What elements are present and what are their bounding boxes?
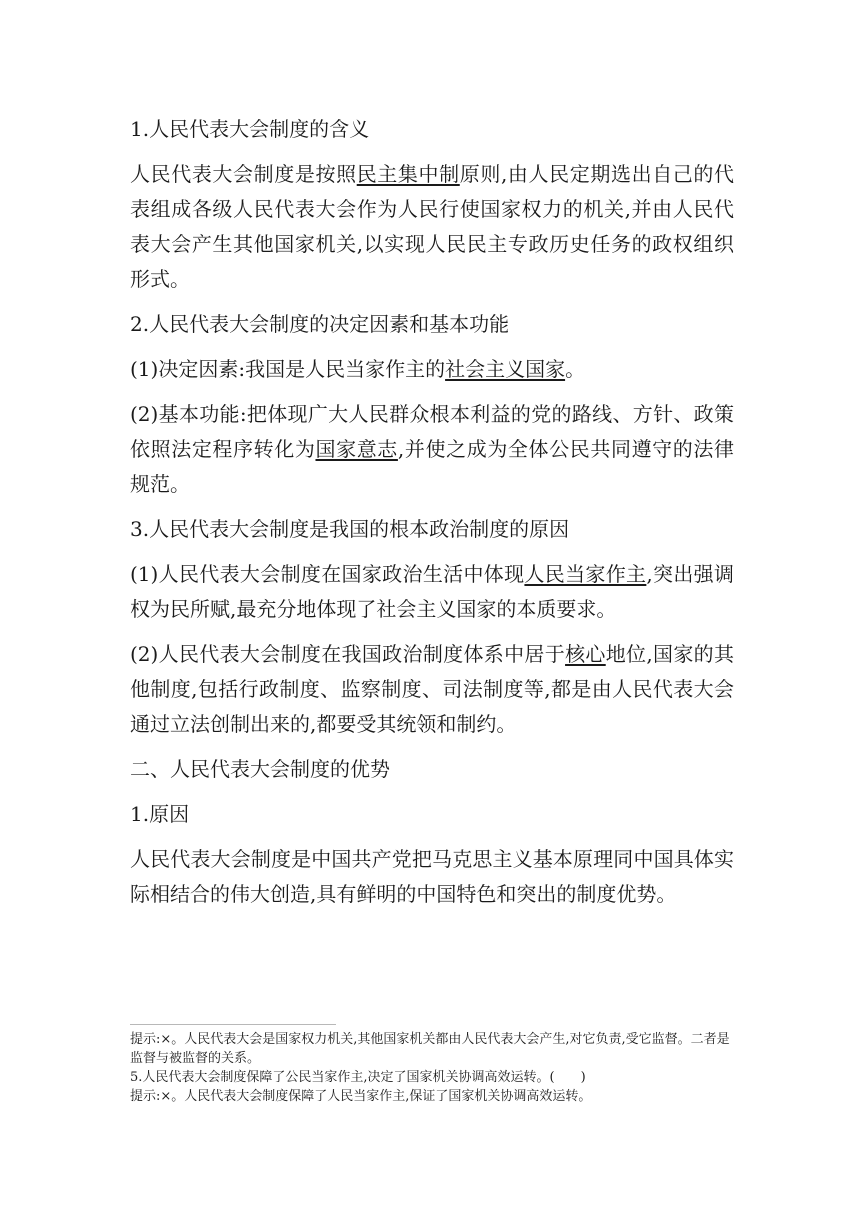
- text-segment: ,并使之成为全体公民共同遵守的法律规范。: [130, 437, 735, 496]
- hint-note: 提示:×。人民代表大会是国家权力机关,其他国家机关都由人民代表大会产生,对它负责,受它监督。二者是监督与被监督的关系。: [130, 1032, 730, 1066]
- underlined-term: 人民当家作主: [524, 562, 647, 586]
- underlined-term: 核心: [565, 642, 606, 666]
- underlined-term: 民主集中制: [356, 162, 460, 186]
- text-segment: (1)决定因素:我国是人民当家作主的: [130, 357, 446, 381]
- part2-paragraph: 人民代表大会制度是中国共产党把马克思主义基本原理同中国具体实际相结合的伟大创造,具有鲜明的中国特色和突出的制度优势。: [130, 847, 734, 906]
- text-segment: 地位,国家的其他制度,包括行政制度、监察制度、司法制度等,都是由人民代表大会通过立法创制出来的,都要受其统领和制约。: [130, 642, 734, 736]
- text-segment: (1)人民代表大会制度在国家政治生活中体现: [130, 562, 525, 586]
- part2-subtitle: 1.原因: [130, 802, 190, 826]
- section2-title: 2.人民代表大会制度的决定因素和基本功能: [130, 312, 510, 336]
- underlined-term: 社会主义国家: [445, 357, 566, 381]
- section2-item1: [130, 352, 734, 387]
- part2-title: 二、人民代表大会制度的优势: [130, 757, 390, 781]
- section1-title: 1.人民代表大会制度的含义: [130, 117, 370, 141]
- underlined-term: 国家意志: [315, 437, 398, 461]
- section3-item1: [130, 557, 734, 627]
- section3-item2: [130, 637, 734, 742]
- text-segment: ,突出强调权为民所赋,最充分地体现了社会主义国家的本质要求。: [130, 562, 734, 621]
- section1-paragraph: [130, 157, 734, 297]
- footnote-divider: [130, 1024, 336, 1025]
- text-segment: 人民代表大会制度是按照: [130, 162, 357, 186]
- footnote-area: [130, 1030, 734, 1106]
- question-item: 5.人民代表大会制度保障了公民当家作主,决定了国家机关协调高效运转。( ): [130, 1070, 586, 1085]
- main-text: [130, 112, 734, 922]
- section2-item2: [130, 397, 734, 502]
- text-segment: (2)人民代表大会制度在我国政治制度体系中居于: [130, 642, 566, 666]
- text-segment: 原则,由人民定期选出自己的代表组成各级人民代表大会作为人民行使国家权力的机关,并由人民代表大会产生其他国家机关,以实现人民民主专政历史任务的政权组织形式。: [130, 162, 735, 291]
- text-segment: (2)基本功能:把体现广大人民群众根本利益的党的路线、方针、政策依照法定程序转化为: [130, 402, 734, 461]
- text-segment: 。: [565, 357, 586, 381]
- section3-title: 3.人民代表大会制度是我国的根本政治制度的原因: [130, 517, 570, 541]
- hint-note: 提示:×。人民代表大会制度保障了人民当家作主,保证了国家机关协调高效运转。: [130, 1089, 592, 1104]
